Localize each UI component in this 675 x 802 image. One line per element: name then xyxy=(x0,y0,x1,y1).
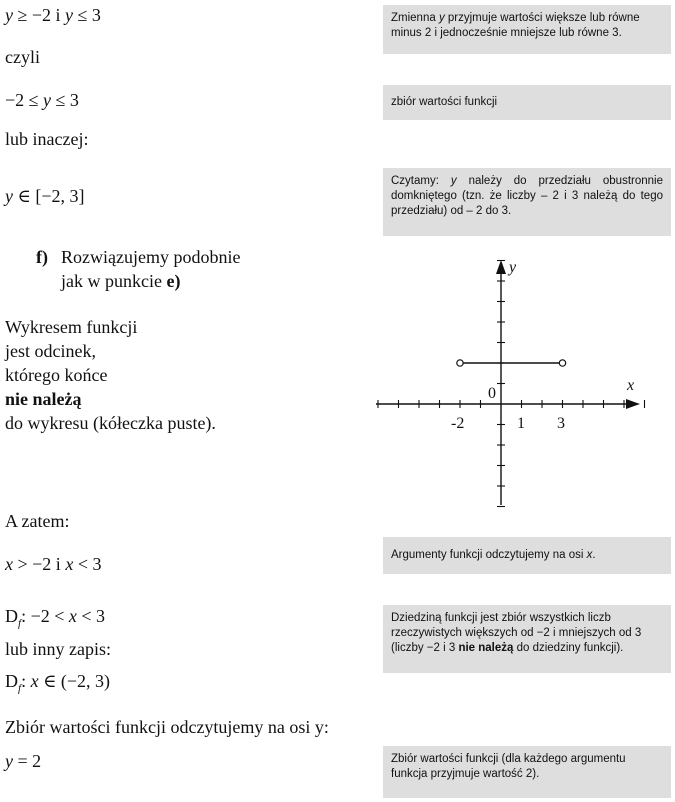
line-y-equals: y = 2 xyxy=(5,751,42,771)
note-box-3: Czytamy: y należy do przedziału obustronnie domkniętego (tzn. że liczby – 2 i 3 należą do tego przedziału) od – 2 do 3. xyxy=(383,168,671,236)
note-box-1: Zmienna y przyjmuje wartości większe lub równe minus 2 i jednocześnie mniejsze lub równe 3. xyxy=(383,5,671,54)
item-f-label: f) xyxy=(36,247,48,267)
graph-desc-5: do wykresu (kółeczka puste). xyxy=(5,413,216,433)
note-box-2: zbiór wartości funkcji xyxy=(383,85,671,120)
graph-desc-1: Wykresem funkcji xyxy=(5,317,138,337)
segment-start-open-point xyxy=(457,360,463,366)
graph-desc-2: jest odcinek, xyxy=(5,341,96,361)
graph-desc-3: którego końce xyxy=(5,365,108,385)
origin-label: 0 xyxy=(488,385,496,402)
line-lub-inaczej: lub inaczej: xyxy=(5,129,89,149)
line-y-conditions: y ≥ −2 i y ≤ 3 xyxy=(5,5,101,25)
note-box-4: Argumenty funkcji odczytujemy na osi x. xyxy=(383,537,671,574)
segment-end-open-point xyxy=(559,360,565,366)
line-range-heading: Zbiór wartości funkcji odczytujemy na osi y: xyxy=(5,717,329,737)
line-lub-inny-zapis: lub inny zapis: xyxy=(5,639,111,659)
x-axis-label: x xyxy=(627,377,635,394)
line-y-interval: y ∈ [−2, 3] xyxy=(5,186,85,206)
item-f-text-2: jak w punkcie e) xyxy=(61,271,181,291)
x-axis-arrow xyxy=(626,399,640,409)
item-f-text-1: Rozwiązujemy podobnie xyxy=(61,247,241,267)
line-domain-2: $D_f$: x ∈ (−2, 3) xyxy=(5,671,111,695)
x-tick-label-neg2: -2 xyxy=(451,415,465,432)
line-y-range: −2 ≤ y ≤ 3 xyxy=(5,90,79,110)
y-axis-label: y xyxy=(509,259,517,276)
x-tick-label-1: 1 xyxy=(517,415,525,432)
axis-ticks xyxy=(378,261,645,507)
line-czyli: czyli xyxy=(5,47,40,67)
note-box-6: Zbiór wartości funkcji (dla każdego argumentu funkcja przyjmuje wartość 2). xyxy=(383,746,671,798)
line-a-zatem: A zatem: xyxy=(5,511,70,531)
x-tick-label-3: 3 xyxy=(557,415,565,432)
graph-desc-4: nie należą xyxy=(5,389,82,409)
line-domain-1: $D_f$: −2 < x < 3 xyxy=(5,606,106,630)
note-box-5: Dziedziną funkcji jest zbiór wszystkich liczb rzeczywistych większych od −2 i mniejszych od 3 (liczby −2 i 3 nie należą do dziedziny funkcji). xyxy=(383,605,671,673)
line-x-conditions: x > −2 i x < 3 xyxy=(5,554,102,574)
y-axis-arrow xyxy=(496,260,506,274)
